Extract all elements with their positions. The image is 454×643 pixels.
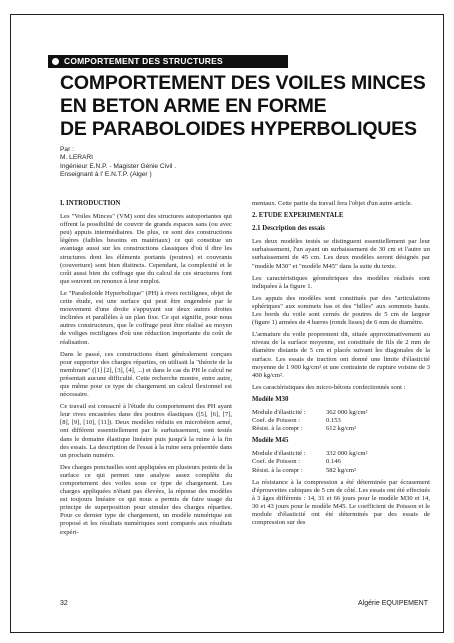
property-row [252,450,430,458]
property-value: 0.153 [326,417,341,425]
paragraph: Les appuis des modèles sont constitués par des "articulations sphériques" aux sommets bas et des "billes" aux sommets hauts. Les bords du voile sont cernés de poutres de 5 cm de largeur (figure 1) armées de 4 barres (ronds lisses) de 6 mm de diamètre. [252,294,430,327]
author-par: Par : [60,146,74,153]
title-line-3: DE PARABOLOIDES HYPERBOLIQUES [60,118,417,140]
property-value: 0.146 [326,458,341,466]
property-label: Résist. à la compr : [252,425,303,433]
property-label: Module d'élasticité : [252,408,306,416]
property-label: Coef. de Poisson : [252,458,300,466]
paragraph: Des charges ponctuelles sont appliquées en plusieurs points de la surface ce qui permet une analyse assez complète du comportement des voiles sous ce type de chargement. Les charges appliquées n'étant pas élevées, la réponse des modèles est toujours linéaire ce qui nous a permis de faire usage du principe de superposition pour simuler des charges réparties. Pour ce dernier type de chargement, un modèle numérique est proposé et les résultats numériques sont comparés aux résultats expéri- [60,463,232,536]
page-number: 32 [60,600,68,607]
property-label: Module d'élasticité : [252,450,306,458]
property-row [252,409,430,417]
author-credential: Ingénieur E.N.P. - Magister Génie Civil . [60,162,177,170]
paragraph: mentaux. Cette partie du travail fera l'objet d'un autre article. [252,200,413,207]
property-label: Coef. de Poisson : [252,417,300,425]
paragraph: Ce travail est consacré à l'étude du comportement des PH ayant leur rives encastrées dans des poutres élastiques ([5], [6], [7], [8], [9], [10], [11]). Deux modèles réduits en microbéton armé, ont différent essentiellement par le surbaissement, sont testés dans le domaine élastique linéaire puis jusqu'à la ruine à la fin des essais. La description de l'essai à la ruine sera présentée dans un prochain numéro. [60,403,232,459]
paragraph: Dans le passé, ces constructions étant généralement conçues pour supporter des charges réparties, on utilisait la "théorie de la membrane" ([1] [2], [3], [4], ...) et dans le cas du PH le calcul ne présentait aucune difficulté. Cette recherche montre, entre autre, que même pour ce type de chargement un calcul flexionnel est nécessaire. [60,350,232,399]
heading-description-essais: 2.1 Description des essais [252,225,325,233]
property-row [252,467,430,475]
properties-m30 [252,409,430,433]
heading-modele-m30: Modèle M30 [252,395,289,403]
paragraph: La résistance à la compression a été déterminée par écrasement d'éprouvettes cubiques de 5 cm de côté. Les essais ont été effectués à 3 âges différents : 14, 31 et 66 jours pour le modèle M30 et 14, 30 et 43 jours pour le modèle M45. Le coefficient de Poisson et le module d'élasticité ont été déterminés par des essais de compression sur des [252,478,430,527]
heading-etude-experimentale: 2. ETUDE EXPERIMENTALE [252,212,344,220]
property-value: 332 000 kg/cm² [326,450,368,458]
paragraph: Les deux modèles testés se distinguent essentiellement par leur surbaissement, l'un ayant un surbaissement de 30 cm et l'autre un surbaissement de 45 cm. Les deux modèles seront désignés par "modèle M30" et "modèle M45" dans la suite du texte. [252,238,430,270]
author-affiliation: Enseignant à l' E.N.T.P. (Alger ) [60,171,152,179]
property-value: 612 kg/cm² [326,425,356,433]
title-line-2: EN BETON ARME EN FORME [60,95,327,117]
section-label: COMPORTEMENT DES STRUCTURES [64,56,223,66]
title-line-1: COMPORTEMENT DES VOILES MINCES [60,72,426,94]
property-label: Résist. à la compr : [252,466,303,474]
left-column [60,200,232,541]
paragraph: Les "Voiles Minces" (VM) sont des structures autoportantes qui offrent la possibilité de couvrir de grands espaces sans (ou avec peu) appuis intermédiaires. De plus, ce sont des constructions légères (faibles besoins en matériaux) ce qui constitue un avantage aussi sur les constructions classiques d'où il dire les structures dont les éléments portants (poutres) et couvrants (couverture) sont bien distincts. Cependant, la complexité et le coût aussi bien du coffrage que du calcul de ces structures font que souvent on renonce à leur emploi. [60,213,232,285]
paragraph: Le "Paraboloïde Hyperbolique" (PH) à rives rectilignes, objet de cette étude, est une surface qui peut être engendrée par le mouvement d'une droite s'appuyant sur deux autres droites inclinées et parallèles à un plan fixe. Ce qui signifie, pour nous autres constructeurs, que le coffrage peut être réalisé au moyen de voliges rectilignes d'où une réduction importante du coût de réalisation. [60,289,232,346]
right-column [252,200,430,531]
bullet-icon [52,58,59,65]
section-banner [48,55,288,68]
author-block [60,146,176,180]
paragraph: Les caractéristiques géométriques des modèles réalisés sont indiquées à la figure 1. [252,274,430,290]
property-value: 362 000 kg/cm² [326,408,368,416]
paragraph: L'armature du voile proprement dit, située approximativement au niveau de la surface moyenne, est constituée de fils de 2 mm de diamètre distants de 5 cm et placés suivant les diagonales de la surface. Les essais de traction ont donné une limite d'élasticité moyenne de 1 900 kg/cm² et une contrainte de rupture voisine de 3 400 kg/cm². [252,331,430,379]
article-title [60,72,430,141]
property-value: 582 kg/cm² [326,466,356,474]
heading-introduction: I. INTRODUCTION [60,200,121,207]
heading-modele-m45: Modèle M45 [252,437,289,445]
property-row [252,417,430,425]
journal-name: Algérie EQUIPEMENT [357,600,428,607]
paragraph: Les caractéristiques des micro-bétons confectionnés sont : [252,383,406,391]
property-row [252,458,430,466]
author-name: M. LERARI [60,154,93,162]
property-row [252,425,430,433]
properties-m45 [252,450,430,474]
